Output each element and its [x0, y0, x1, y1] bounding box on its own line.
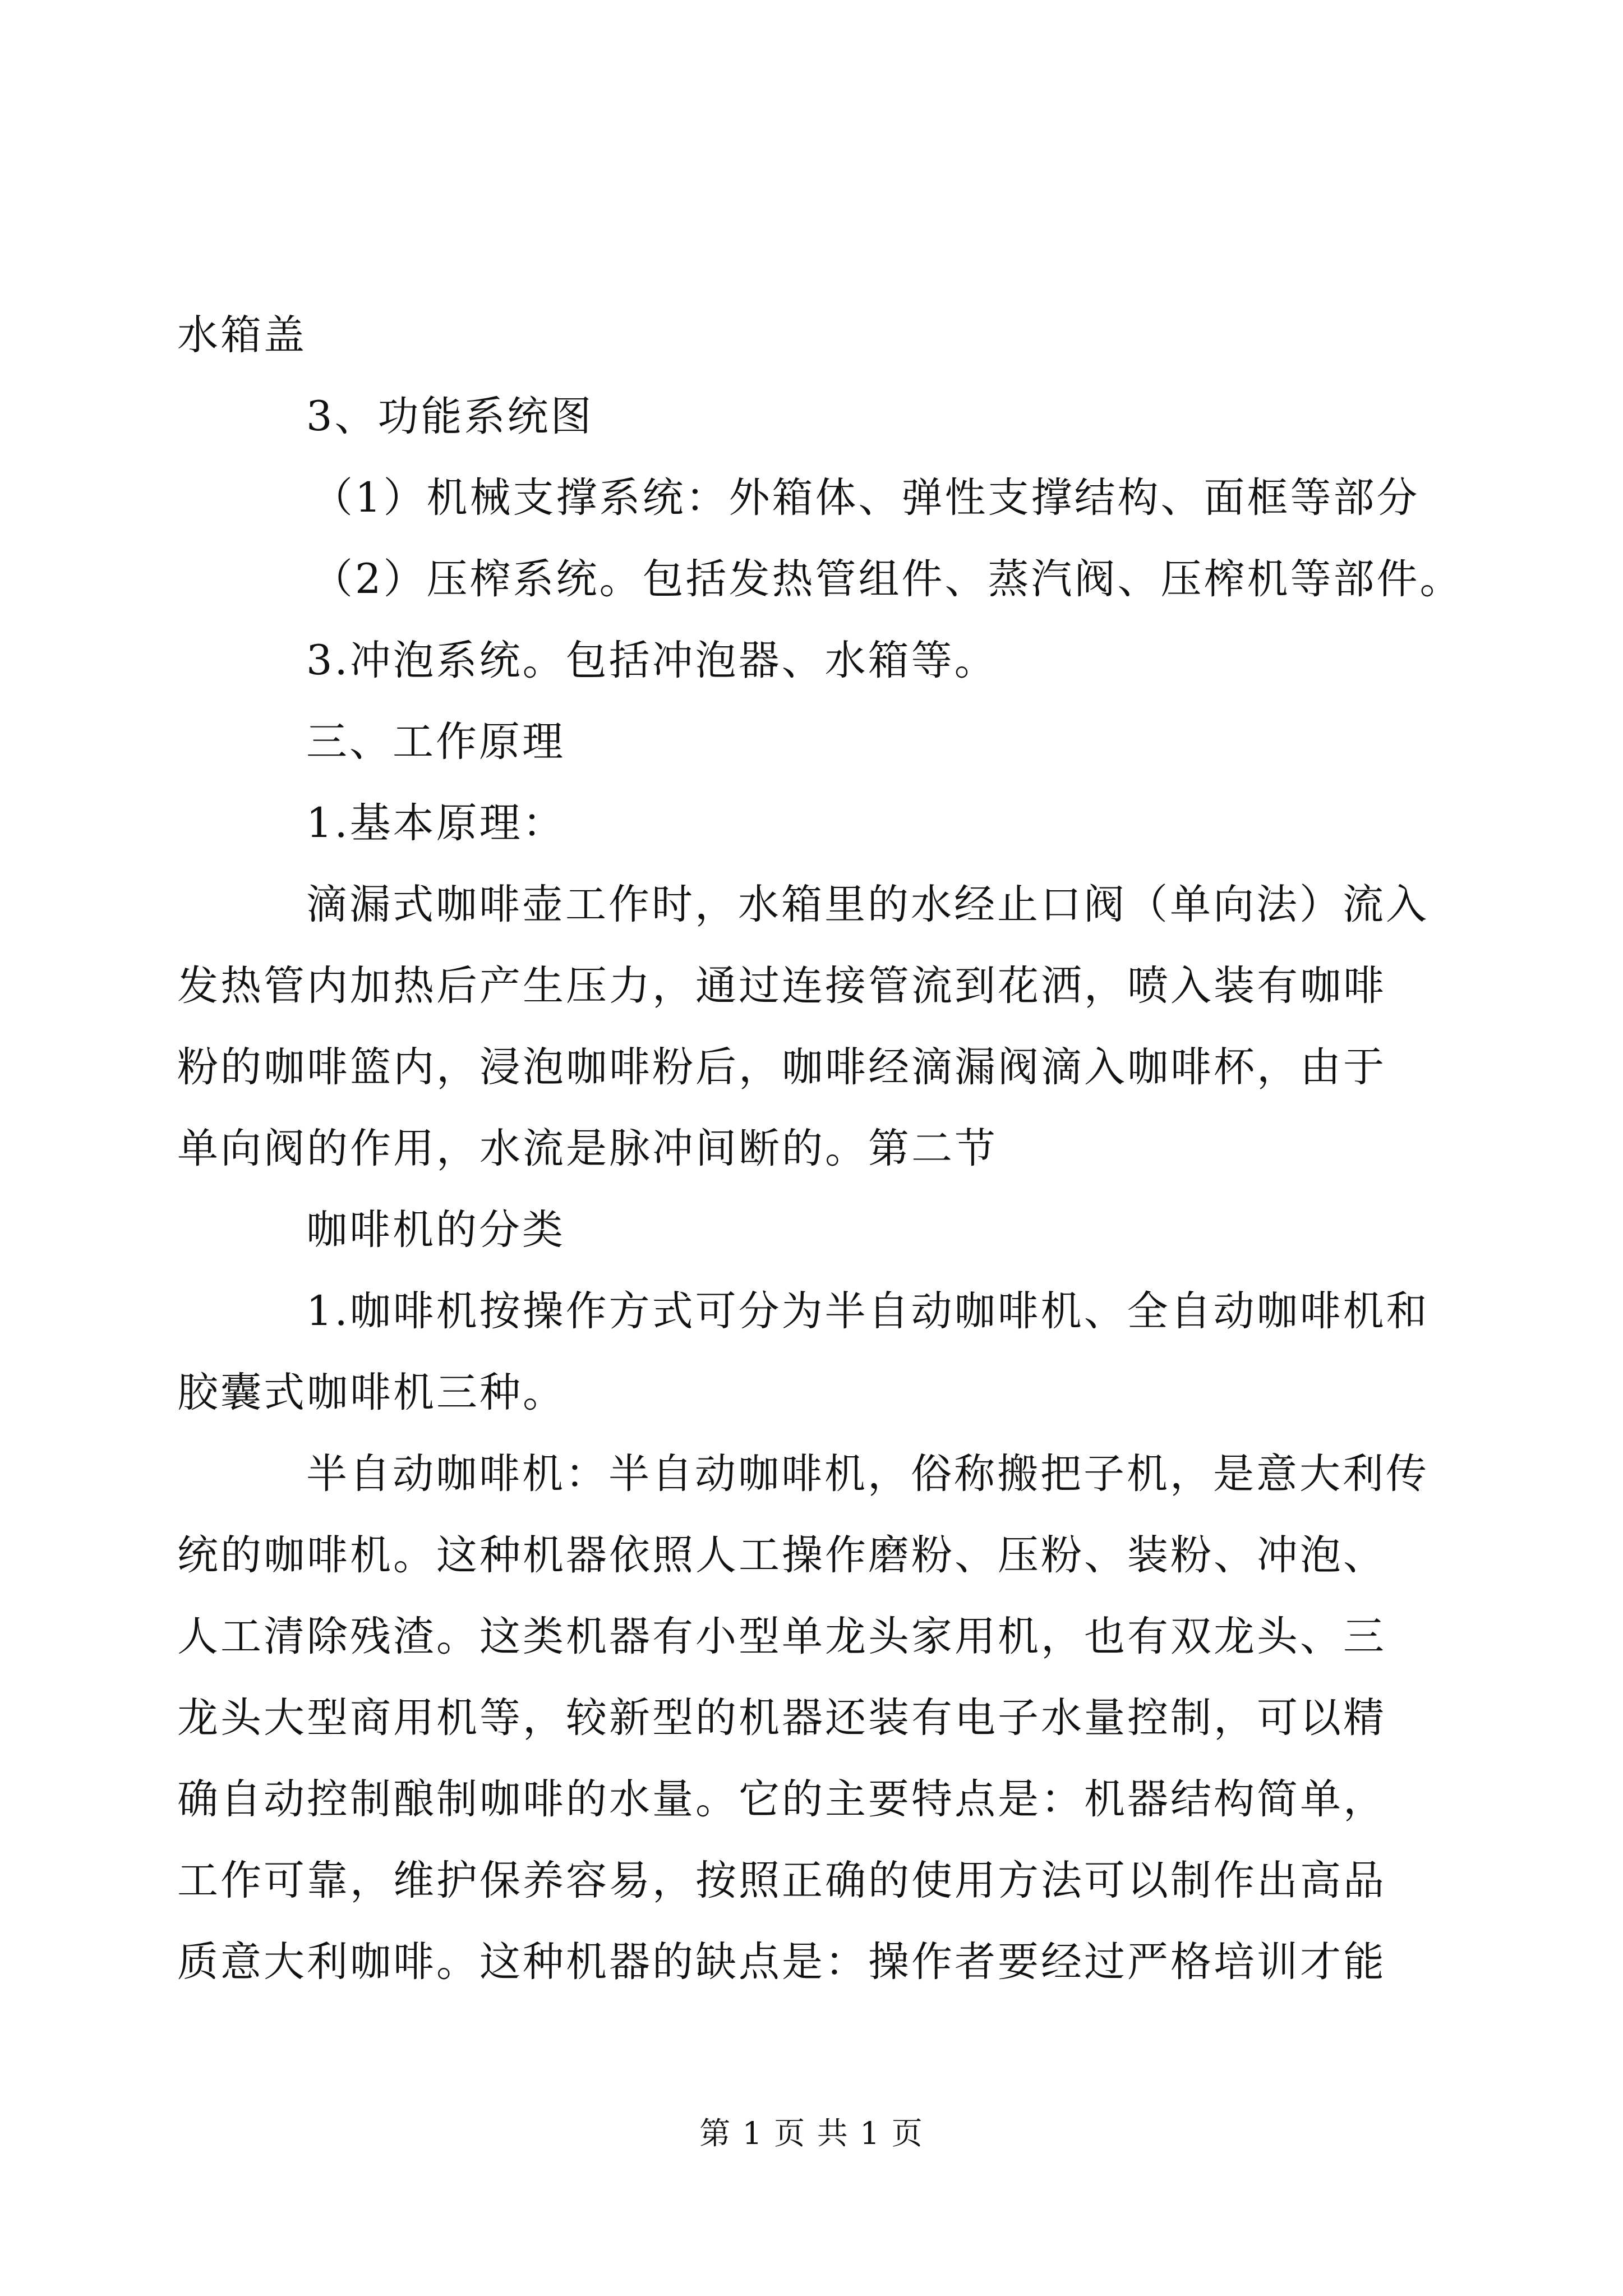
paragraph-line: 龙头大型商用机等，较新型的机器还装有电子水量控制，可以精: [177, 1694, 1386, 1742]
text-line-1: 水箱盖: [177, 311, 307, 359]
paragraph-line: 发热管内加热后产生压力，通过连接管流到花洒，喷入装有咖啡: [177, 962, 1386, 1010]
section-heading-function-diagram: 3、功能系统图: [306, 393, 594, 440]
paragraph-line: 统的咖啡机。这种机器依照人工操作磨粉、压粉、装粉、冲泡、: [177, 1531, 1386, 1579]
paragraph-line: 粉的咖啡篮内，浸泡咖啡粉后，咖啡经滴漏阀滴入咖啡杯，由于: [177, 1043, 1386, 1091]
list-item-brewing-system: 3.冲泡系统。包括冲泡器、水箱等。: [306, 637, 998, 684]
paragraph-line: 工作可靠，维护保养容易，按照正确的使用方法可以制作出高品: [177, 1857, 1386, 1904]
paragraph-line: 半自动咖啡机：半自动咖啡机，俗称搬把子机，是意大利传: [306, 1450, 1429, 1498]
paragraph-line: 人工清除残渣。这类机器有小型单龙头家用机，也有双龙头、三: [177, 1613, 1386, 1660]
paragraph-line: 质意大利咖啡。这种机器的缺点是：操作者要经过严格培训才能: [177, 1938, 1386, 1986]
subheading-basic-principle: 1.基本原理：: [306, 799, 566, 847]
section-heading-classification: 咖啡机的分类: [306, 1206, 565, 1254]
page-footer: 第 1 页 共 1 页: [699, 2115, 924, 2151]
paragraph-line: 确自动控制酿制咖啡的水量。它的主要特点是：机器结构简单，: [177, 1775, 1386, 1823]
paragraph-line: 1.咖啡机按操作方式可分为半自动咖啡机、全自动咖啡机和: [306, 1287, 1430, 1335]
list-item-mechanical-support: （1）机械支撑系统：外箱体、弹性支撑结构、面框等部分: [312, 474, 1420, 522]
section-heading-working-principle: 三、工作原理: [306, 718, 565, 766]
paragraph-line: 单向阀的作用，水流是脉冲间断的。第二节: [177, 1125, 998, 1172]
list-item-press-system: （2）压榨系统。包括发热管组件、蒸汽阀、压榨机等部件。: [312, 555, 1463, 603]
paragraph-line: 胶囊式咖啡机三种。: [177, 1369, 566, 1416]
paragraph-line: 滴漏式咖啡壶工作时，水箱里的水经止口阀（单向法）流入: [306, 881, 1429, 928]
